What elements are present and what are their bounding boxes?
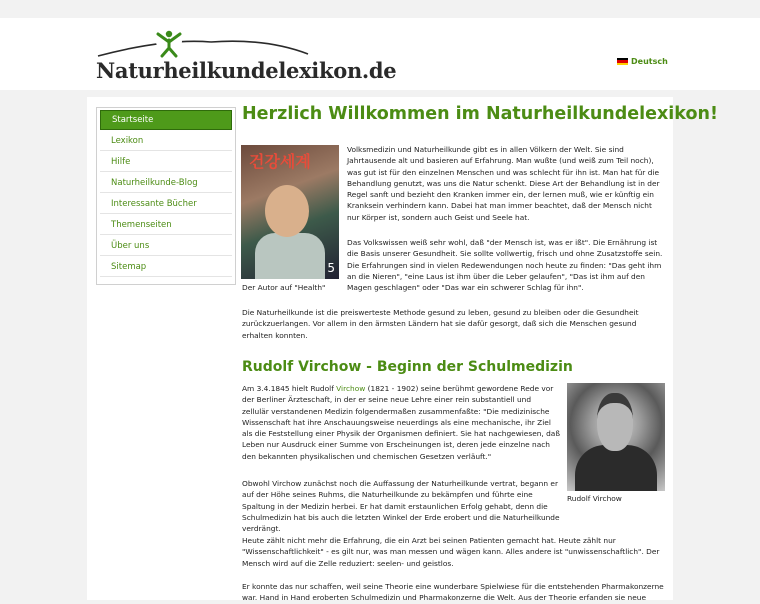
logo-text: Naturheilkundelexikon.de — [96, 58, 397, 83]
nav-item-ueber-uns[interactable]: Über uns — [100, 237, 232, 256]
nav-item-themenseiten[interactable]: Themenseiten — [100, 216, 232, 235]
intro-paragraph-1: Volksmedizin und Naturheilkunde gibt es in allen Völkern der Welt. Sie sind Jahrtausende alt und basieren auf Erfahrung. Man wußte (und weiß zum Teil noch), was gut ist für den einzelnen Menschen und was schlecht für ihn ist. Man hat für die Behandlung genutzt, was uns die Natur schenkt. Diese Art der Behandlung ist in der Regel sanft und bezieht den Kranken immer ein, der lernen muß, wie er künftig ein Kranksein verhindern kann. Dabei hat man immer beachtet, daß der Mensch nicht nur Körper ist, sondern auch Geist und Seele hat. — [347, 145, 660, 222]
virchow-paragraph-3: Heute zählt nicht mehr die Erfahrung, die ein Arzt bei seinen Patienten gemacht hat. Heute zählt nur "Wissenschaftlichkeit" - es gilt nur, was man messen und wägen kann. Alles andere ist "unwissenschaftlich". Der Mensch wird auf die Zelle reduziert: seelen- und geistlos. — [242, 536, 660, 568]
section-title: Rudolf Virchow - Beginn der Schulmedizin — [242, 359, 573, 375]
header — [0, 18, 760, 90]
nav-item-startseite[interactable]: Startseite — [100, 110, 232, 130]
author-photo-caption: Der Autor auf "Health" — [242, 283, 326, 292]
sidebar-nav — [96, 107, 236, 285]
virchow-text-start: Am 3.4.1845 hielt Rudolf — [242, 384, 337, 393]
logo-figure-icon — [96, 28, 326, 58]
virchow-portrait-caption: Rudolf Virchow — [567, 494, 622, 503]
nav-item-sitemap[interactable]: Sitemap — [100, 258, 232, 277]
virchow-paragraph-4: Er konnte das nur schaffen, weil seine Theorie eine wunderbare Spielwiese für die entstehenden Pharmakonzerne war. Hand in Hand eroberten Schulmedizin und Pharmakonzerne die Welt. Aus der Theorie erfanden sie neue — [242, 582, 664, 603]
site-logo[interactable] — [96, 32, 397, 92]
virchow-text-rest: (1821 - 1902) seine berühmt gewordene Rede vor der Berliner Ärzteschaft, in der er seine neue Lehre einer rein substantiell und zellulär verstandenen Medizin folgendermaßen zusammenfaßte: "Die medizinische Wissenschaft hat ihre Anschauungsweise neuerdings als eine mechanische, ihr Ziel als die Feststellung einer Physik der Organismen definiert. Sie hat nachgewiesen, daß Leben nur Ausdruck einer Summe von Erscheinungen ist, deren jede einzelne nach den bekannten physikalischen und chemischen Gesetzen verläuft." — [242, 384, 560, 461]
virchow-link[interactable]: Virchow — [336, 384, 366, 393]
top-strip — [0, 0, 760, 18]
author-photo — [241, 145, 339, 279]
language-label: Deutsch — [631, 57, 668, 66]
photo-shirt — [255, 233, 325, 279]
portrait-head — [597, 393, 633, 451]
nav-item-blog[interactable]: Naturheilkunde-Blog — [100, 174, 232, 193]
virchow-paragraph-2: Obwohl Virchow zunächst noch die Auffassung der Naturheilkunde vertrat, begann er auf der Höhe seines Ruhms, die Naturheilkunde zu bekämpfen und führte eine Spaltung in der Medizin herbei. Er hat damit erstaunlichen Erfolg gehabt, denn die Schulmedizin hat bis auch die letzten Winkel der Erde erobert und die Naturheilkunde verdrängt. — [242, 479, 560, 534]
portrait-coat — [575, 445, 657, 491]
german-flag-icon — [617, 58, 628, 65]
nav-item-buecher[interactable]: Interessante Bücher — [100, 195, 232, 214]
photo-face — [265, 185, 309, 237]
virchow-portrait — [567, 383, 665, 491]
nav-item-lexikon[interactable]: Lexikon — [100, 132, 232, 151]
magazine-number: 5 — [327, 261, 335, 275]
virchow-paragraph-1 — [242, 383, 560, 462]
intro-paragraph-3: Die Naturheilkunde ist die preiswerteste Methode gesund zu leben, gesund zu bleiben oder die Gesundheit zurückzuerlangen. Vor allem in den ärmsten Ländern hat sie dafür gesorgt, daß sich die Menschen gesund erhalten konnten. — [242, 308, 639, 340]
magazine-title: 건강세계 — [249, 152, 311, 171]
content-header — [242, 104, 718, 124]
page-title: Herzlich Willkommen im Naturheilkundelexikon! — [242, 104, 718, 124]
language-switch[interactable] — [617, 57, 668, 66]
section-heading — [242, 359, 573, 375]
nav-item-hilfe[interactable]: Hilfe — [100, 153, 232, 172]
intro-paragraph-2: Das Volkswissen weiß sehr wohl, daß "der Mensch ist, was er ißt". Die Ernährung ist die Basis unserer Gesundheit. Sie sollte vollwertig, frisch und ohne Zusatzstoffe sein. Die Erfahrungen sind in vielen Redewendungen noch heute zu finden: "Das geht ihm an die Nieren", "eine Laus ist ihm über die Leber gelaufen", "Das ist ihm auf den Magen geschlagen" oder "Das war ein schwerer Schlag für ihn". — [347, 238, 663, 293]
